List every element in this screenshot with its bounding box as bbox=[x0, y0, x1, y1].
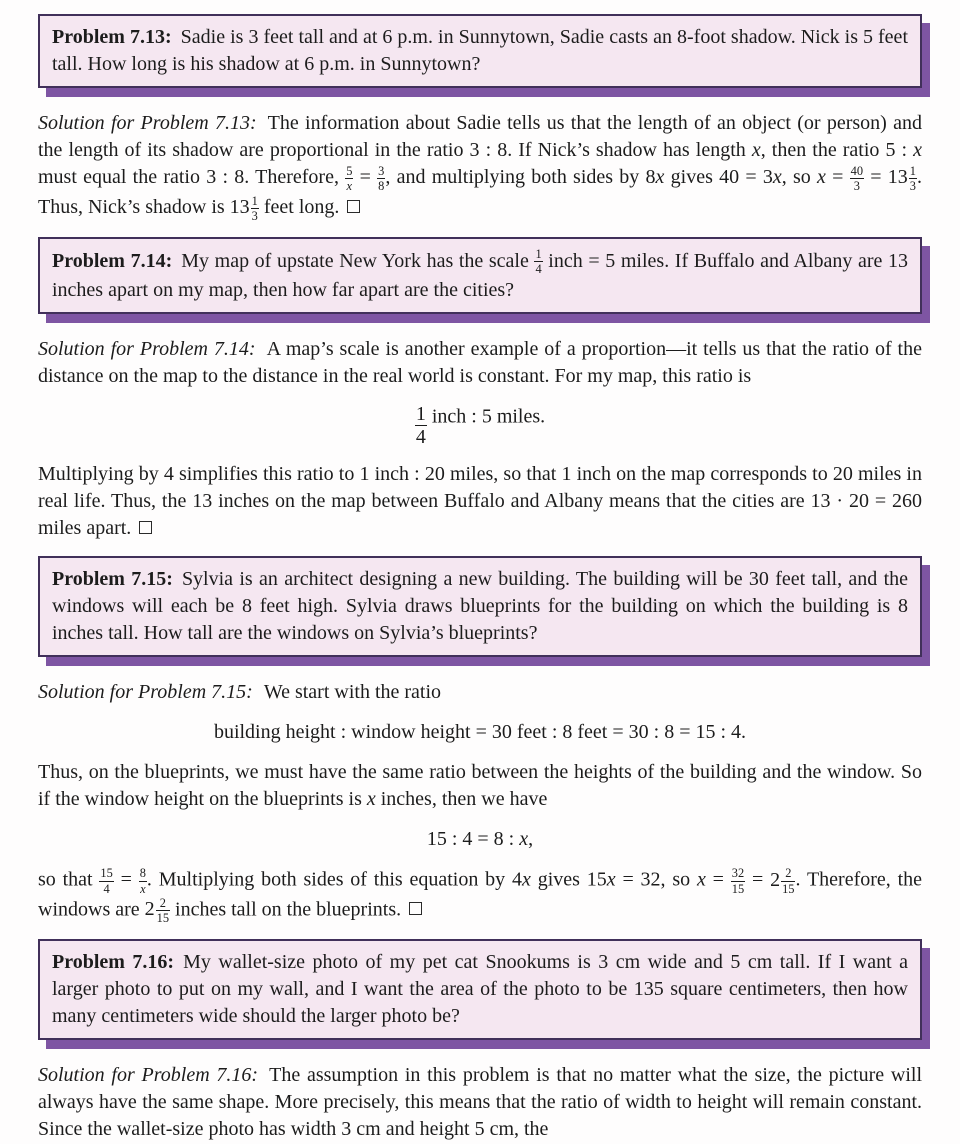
problem-7-16-label: Problem 7.16: bbox=[52, 951, 175, 974]
math-variable: x bbox=[696, 868, 706, 891]
math-variable: x bbox=[772, 166, 782, 189]
math-variable: x bbox=[817, 166, 826, 189]
problem-7-14-body: My map of upstate New York has the scale $\frac{1}{4}$ inch = 5 miles. If Buffalo and Albany are 13 inches apart on my map, then how far apart are the cities? bbox=[52, 247, 908, 301]
equation-building-window-ratio: building height : window height = 30 feet : 8 feet = 30 : 8 = 15 : 4. bbox=[213, 721, 747, 744]
solution-7-16-body: The assumption in this problem is that no matter what the size, the picture will always have the same shape. More precisely, this means that the ratio of width to height will remain constant. Since the wallet-size photo has width 3 cm and height 5 cm, the bbox=[38, 1064, 923, 1141]
problem-7-14-label: Problem 7.14: bbox=[52, 249, 173, 272]
problem-7-15-label: Problem 7.15: bbox=[52, 568, 173, 591]
math-variable: x bbox=[655, 166, 665, 189]
solution-7-16-paragraph bbox=[38, 1062, 922, 1143]
fraction: $\frac{2}{15}$ bbox=[156, 895, 170, 926]
solution-7-15-paragraph-2: Thus, on the blueprints, we must have the same ratio between the heights of the building and the window. So if the window height on the blueprints is x inches, then we have bbox=[38, 761, 922, 811]
solution-7-15-label: Solution for Problem 7.15: bbox=[38, 681, 253, 704]
solution-7-14-label: Solution for Problem 7.14: bbox=[38, 337, 256, 360]
mixed-number: 2 $\frac{2}{15}$ bbox=[770, 866, 795, 896]
qed-square-icon bbox=[139, 521, 152, 534]
math-variable: x bbox=[366, 788, 376, 811]
equation-map-scale: $\frac{1}{4}$ inch : 5 miles. bbox=[415, 402, 546, 448]
math-variable: x bbox=[751, 139, 761, 161]
problem-7-13-body: Sadie is 3 feet tall and at 6 p.m. in Sunnytown, Sadie casts an 8-foot shadow. Nick is 5 feet tall. How long is his shadow at 6 p.m. in Sunnytown? bbox=[52, 26, 908, 75]
math-variable: x bbox=[606, 868, 616, 891]
solution-7-15-body: We start with the ratio bbox=[263, 681, 442, 704]
equation-proportion: 15 : 4 = 8 : x, bbox=[426, 828, 534, 851]
fraction: $\frac{2}{15}$ bbox=[782, 866, 795, 896]
problem-7-16-box bbox=[38, 939, 922, 1040]
solution-7-16-label: Solution for Problem 7.16: bbox=[38, 1064, 259, 1087]
solution-7-15-paragraph-3: so that $\frac{15}{4}$ = $\frac{8}{x}$ . Multiplying both sides of this equation by 4x gives 15x = 32, so x = $\frac{32}{15}$ = 2 $\frac{2}{15}$ . Therefore, the windows are 2 $\frac{2}{15}$ inches tall on the blueprints. bbox=[38, 866, 923, 926]
solution-7-14-paragraph bbox=[38, 336, 922, 390]
solution-7-13-body: The information about Sadie tells us that the length of an object (or person) and the length of its shadow are proportional in the ratio 3 : 8. If Nick’s shadow has length x, then the ratio 5 : x must equal the ratio 3 : 8. Therefore, $\frac{5}{x}$ = $\frac{3}{8}$ , and multiplying both sides by 8x gives 40 = 3x, so x = $\frac{40}{3}$ = 13 $\frac{1}{3}$ . Thus, Nick’s shadow is 13 $\frac{1}{3}$ feet long. bbox=[38, 112, 923, 223]
problem-7-16-body: My wallet-size photo of my pet cat Snookums is 3 cm wide and 5 cm tall. If I want a larger photo to put on my wall, and I want the area of the photo to be 135 square centimeters, then how many centimeters wide should the larger photo be? bbox=[52, 951, 908, 1028]
solution-7-14-body: A map’s scale is another example of a proportion—it tells us that the ratio of the distance on the map to the distance in the real world is constant. For my map, this ratio is bbox=[38, 337, 922, 387]
qed-square-icon bbox=[409, 902, 422, 915]
problem-7-15-body: Sylvia is an architect designing a new building. The building will be 30 feet tall, and the windows will each be 8 feet high. Sylvia draws blueprints for the building on which the building is 8 inches tall. How tall are the windows on Sylvia’s blueprints? bbox=[52, 568, 909, 645]
math-variable: x bbox=[522, 868, 531, 891]
problem-7-13-box bbox=[38, 14, 922, 88]
mixed-number: 2 $\frac{2}{15}$ bbox=[144, 895, 170, 926]
qed-square-icon bbox=[347, 200, 360, 213]
problem-7-13-label: Problem 7.13: bbox=[52, 26, 172, 48]
solution-7-13-paragraph bbox=[38, 110, 922, 223]
fraction: $\frac{1}{3}$ bbox=[251, 193, 258, 223]
fraction: $\frac{40}{3}$ bbox=[850, 164, 864, 194]
mixed-number: 13 $\frac{1}{3}$ bbox=[887, 164, 916, 194]
fraction: $\frac{15}{4}$ bbox=[100, 866, 113, 896]
solution-7-13-label: Solution for Problem 7.13: bbox=[38, 112, 257, 134]
fraction: $\frac{1}{4}$ bbox=[415, 402, 426, 448]
math-variable: x bbox=[519, 828, 529, 851]
problem-7-14-box bbox=[38, 237, 922, 314]
problem-7-15-box bbox=[38, 556, 922, 657]
fraction: $\frac{1}{3}$ bbox=[909, 164, 916, 194]
fraction: $\frac{1}{4}$ bbox=[535, 247, 542, 277]
solution-7-14-paragraph-2: Multiplying by 4 simplifies this ratio to 1 inch : 20 miles, so that 1 inch on the map corresponds to 20 miles in real life. Thus, the 13 inches on the map between Buffalo and Albany means that the cities are 13 · 20 = 260 miles apart. bbox=[38, 463, 922, 540]
fraction: $\frac{5}{x}$ bbox=[346, 164, 353, 194]
mixed-number: 13 $\frac{1}{3}$ bbox=[229, 193, 258, 223]
math-variable: x bbox=[913, 139, 923, 161]
fraction: $\frac{3}{8}$ bbox=[378, 164, 385, 194]
fraction: $\frac{32}{15}$ bbox=[731, 866, 745, 896]
solution-7-15-paragraph bbox=[38, 679, 922, 706]
fraction: $\frac{8}{x}$ bbox=[139, 866, 146, 896]
